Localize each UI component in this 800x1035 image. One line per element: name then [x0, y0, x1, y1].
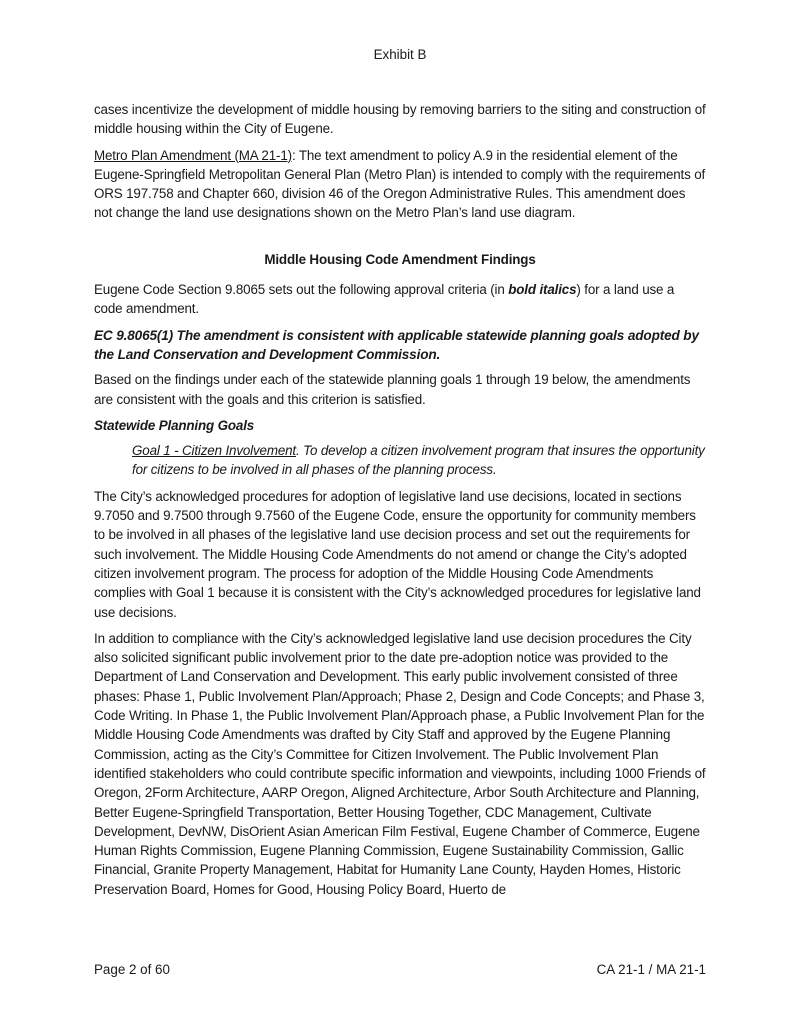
bold-italics-label: bold italics — [508, 282, 577, 298]
section-title: Middle Housing Code Amendment Findings — [264, 251, 536, 267]
goal-1-text: . To develop a citizen involvement program that insures the opportunity for citizens to be involved in all phases of the planning process. — [132, 443, 705, 478]
paragraph-approval-criteria — [94, 280, 706, 319]
paragraph-intro-continuation: cases incentivize the development of middle housing by removing barriers to the siting and construction of middle housing within the City of Eugene. — [94, 102, 706, 137]
page-header: Exhibit B — [373, 47, 427, 62]
goal-1-statement — [132, 441, 706, 480]
criterion-ec-9-8065-1: EC 9.8065(1) The amendment is consistent with applicable statewide planning goals adopted by the Land Conservation and Development Commission. — [94, 327, 699, 362]
goal-1-name: Goal 1 - Citizen Involvement — [132, 443, 297, 459]
paragraph-public-involvement: In addition to compliance with the City’s acknowledged legislative land use decision procedures the City also solicited significant public involvement prior to the date pre-adoption notice was provided to the Department of Land Conservation and Development. This early public involvement consisted of three phases: Phase 1, Public Involvement Plan/Approach; Phase 2, Design and Code Concepts; and Phase 3, Code Writing. In Phase 1, the Public Involvement Plan/Approach phase, a Public Involvement Plan for the Middle Housing Code Amendments was drafted by City Staff and approved by the Eugene Planning Commission, acting as the City’s Committee for Citizen Involvement. The Public Involvement Plan identified stakeholders who could contribute specific information and viewpoints, including 1000 Friends of Oregon, 2Form Architecture, AARP Oregon, Aligned Architecture, Arbor South Architecture and Planning, Better Eugene-Springfield Transportation, Better Housing Together, CDC Management, Cultivate Development, DevNW, DisOrient Asian American Film Festival, Eugene Chamber of Commerce, Eugene Human Rights Commission, Eugene Planning Commission, Eugene Sustainability Commission, Gallic Financial, Granite Property Management, Habitat for Humanity Lane County, Hayden Homes, Historic Preservation Board, Homes for Good, Housing Policy Board, Huerto de — [94, 630, 706, 897]
approval-criteria-text-before: Eugene Code Section 9.8065 sets out the following approval criteria (in — [94, 282, 509, 298]
approval-criteria-text-after: ) for a land use a code amendment. — [94, 282, 675, 317]
statewide-planning-goals-heading: Statewide Planning Goals — [94, 417, 255, 433]
document-page — [94, 0, 706, 1035]
paragraph-metro-plan-amendment — [94, 146, 706, 223]
page-footer — [94, 962, 706, 977]
document-reference: CA 21-1 / MA 21-1 — [596, 962, 706, 977]
paragraph-acknowledged-procedures: The City’s acknowledged procedures for adoption of legislative land use decisions, located in sections 9.7050 and 9.7500 through 9.7560 of the Eugene Code, ensure the opportunity for community members to be involved in all phases of the legislative land use decision process and set out the requirements for such involvement. The Middle Housing Code Amendments do not amend or change the City’s adopted citizen involvement program. The process for adoption of the Middle Housing Code Amendments complies with Goal 1 because it is consistent with the City’s acknowledged procedures for legislative land use decisions. — [94, 488, 701, 620]
page-content — [94, 100, 706, 906]
paragraph-goals-summary: Based on the findings under each of the statewide planning goals 1 through 19 below, the amendments are consistent with the goals and this criterion is satisfied. — [94, 372, 691, 407]
page-number: Page 2 of 60 — [94, 962, 170, 977]
metro-plan-amendment-text: : The text amendment to policy A.9 in the residential element of the Eugene-Springfield Metropolitan General Plan (Metro Plan) is intended to comply with the requirements of ORS 197.758 and Chapter 660, division 46 of the Oregon Administrative Rules. This amendment does not change the land use designations shown on the Metro Plan’s land use diagram. — [94, 147, 706, 221]
metro-plan-amendment-label: Metro Plan Amendment (MA 21-1) — [94, 147, 292, 163]
